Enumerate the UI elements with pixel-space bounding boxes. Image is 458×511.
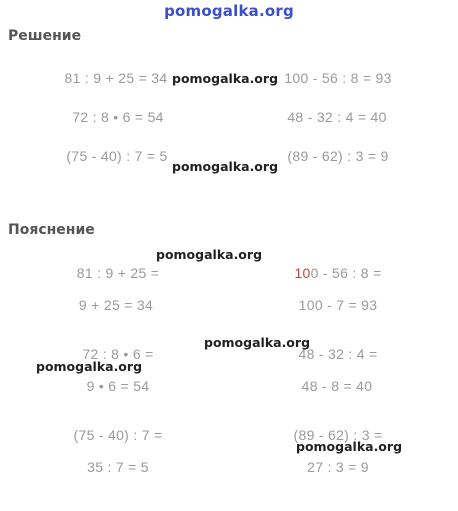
watermark: pomogalka.org <box>204 335 311 350</box>
solution-left-1: 81 : 9 + 25 = 34 <box>64 70 168 86</box>
watermark: pomogalka.org <box>156 247 263 262</box>
solution-right-1: 100 - 56 : 8 = 93 <box>284 70 392 86</box>
explanation-1-right-line1 <box>294 265 381 281</box>
explanation-3-left-line1: (75 - 40) : 7 = <box>73 427 163 443</box>
explanation-3-left-line2: 35 : 7 = 5 <box>87 459 149 475</box>
watermark: pomogalka.org <box>172 159 279 174</box>
site-title: pomogalka.org <box>164 2 294 20</box>
solution-left-2: 72 : 8 • 6 = 54 <box>72 109 164 125</box>
solution-right-3: (89 - 62) : 3 = 9 <box>287 148 389 164</box>
explanation-1-right-rest: 0 - 56 : 8 = <box>310 265 382 281</box>
explanation-2-left-line1: 72 : 8 • 6 = <box>82 346 154 362</box>
explanation-1-right-highlight: 10 <box>294 265 311 281</box>
explanation-1-left-line1: 81 : 9 + 25 = <box>76 265 160 281</box>
explanation-2-right-line1: 48 - 32 : 4 = <box>298 346 378 362</box>
explanation-1-right-line2: 100 - 7 = 93 <box>298 297 378 313</box>
explanation-heading: Пояснение <box>8 222 95 238</box>
watermark: pomogalka.org <box>172 71 279 86</box>
explanation-3-right-line2: 27 : 3 = 9 <box>307 459 369 475</box>
watermark: pomogalka.org <box>296 439 403 454</box>
explanation-1-left-line2: 9 + 25 = 34 <box>78 297 154 313</box>
explanation-2-left-line2: 9 • 6 = 54 <box>86 378 150 394</box>
explanation-2-right-line2: 48 - 8 = 40 <box>301 378 373 394</box>
solution-heading: Решение <box>8 28 82 44</box>
solution-left-3: (75 - 40) : 7 = 5 <box>66 148 168 164</box>
watermark: pomogalka.org <box>36 359 143 374</box>
solution-right-2: 48 - 32 : 4 = 40 <box>287 109 387 125</box>
explanation-3-right-line1: (89 - 62) : 3 = <box>293 427 383 443</box>
